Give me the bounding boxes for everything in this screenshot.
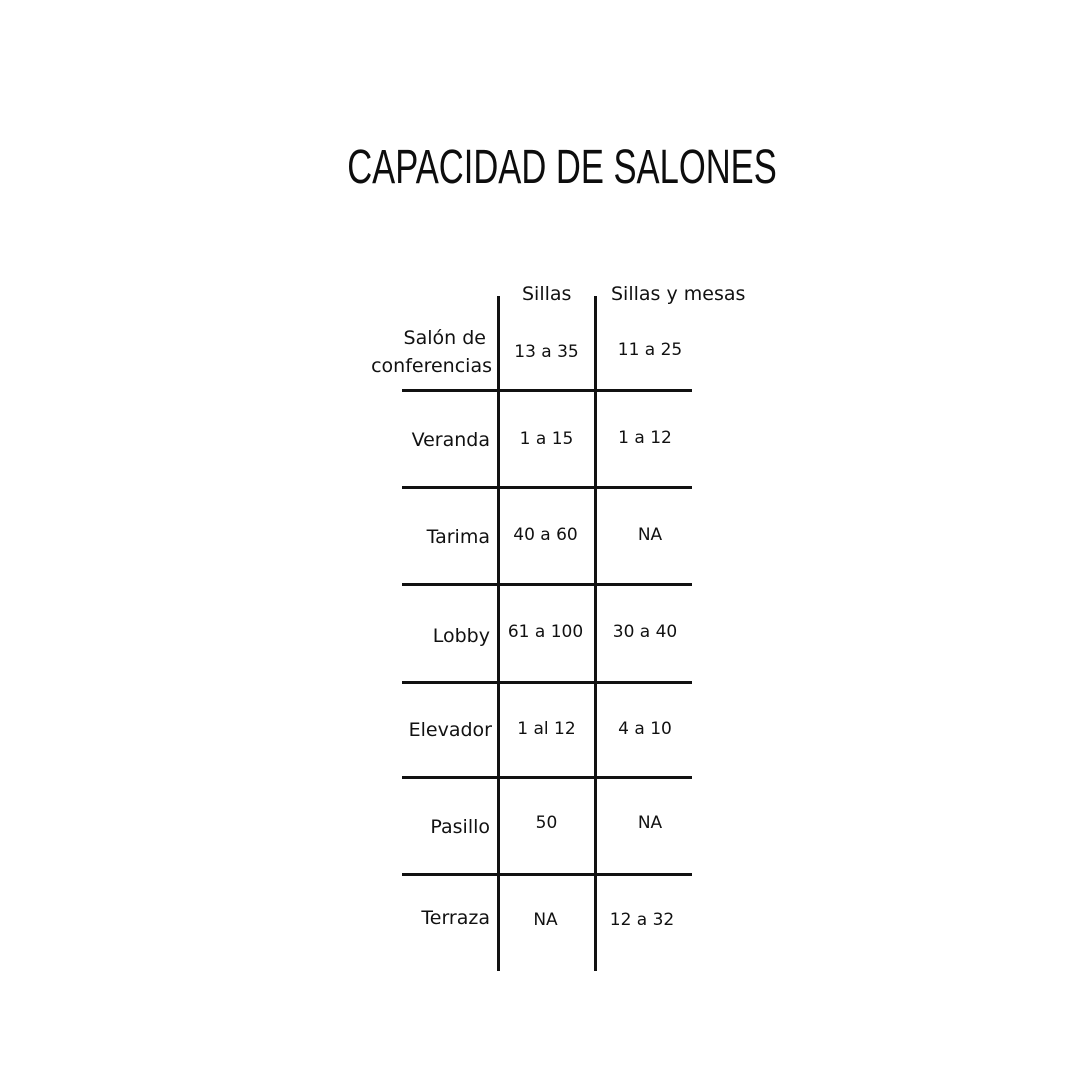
cell-sillas-y-mesas: 30 a 40 bbox=[612, 622, 678, 642]
table-divider-horizontal bbox=[402, 681, 692, 684]
cell-sillas: 40 a 60 bbox=[513, 525, 578, 545]
cell-sillas-y-mesas: NA bbox=[637, 813, 663, 833]
table-divider-horizontal bbox=[402, 776, 692, 779]
table-divider-horizontal bbox=[402, 389, 692, 392]
row-label-lobby: Lobby bbox=[432, 625, 490, 647]
table-divider-horizontal bbox=[402, 873, 692, 876]
column-header-sillas-y-mesas: Sillas y mesas bbox=[611, 283, 746, 305]
cell-sillas-y-mesas: 12 a 32 bbox=[609, 910, 675, 930]
row-label-pasillo: Pasillo bbox=[430, 816, 490, 838]
row-label-line: Salón de bbox=[403, 327, 486, 349]
row-label-elevador: Elevador bbox=[408, 719, 492, 741]
cell-sillas: NA bbox=[533, 910, 558, 930]
cell-sillas-y-mesas: NA bbox=[637, 525, 663, 545]
row-label-terraza: Terraza bbox=[421, 907, 490, 929]
cell-sillas: 1 al 12 bbox=[517, 719, 576, 739]
cell-sillas-y-mesas: 1 a 12 bbox=[618, 428, 672, 448]
cell-sillas-y-mesas: 4 a 10 bbox=[618, 719, 672, 739]
cell-sillas: 61 a 100 bbox=[507, 622, 584, 642]
page-title: CAPACIDAD DE SALONES bbox=[347, 141, 777, 194]
cell-sillas: 50 bbox=[535, 813, 558, 833]
cell-sillas-y-mesas: 11 a 25 bbox=[617, 340, 683, 360]
column-header-sillas: Sillas bbox=[522, 283, 572, 305]
row-label-veranda: Veranda bbox=[411, 429, 490, 451]
row-label-tarima: Tarima bbox=[426, 526, 490, 548]
cell-sillas: 1 a 15 bbox=[519, 429, 574, 449]
cell-sillas: 13 a 35 bbox=[514, 342, 579, 362]
row-label-salon-de-conferencias bbox=[371, 324, 490, 380]
table-divider-horizontal bbox=[402, 583, 692, 586]
table-divider-horizontal bbox=[402, 486, 692, 489]
row-label-line: conferencias bbox=[371, 355, 492, 377]
